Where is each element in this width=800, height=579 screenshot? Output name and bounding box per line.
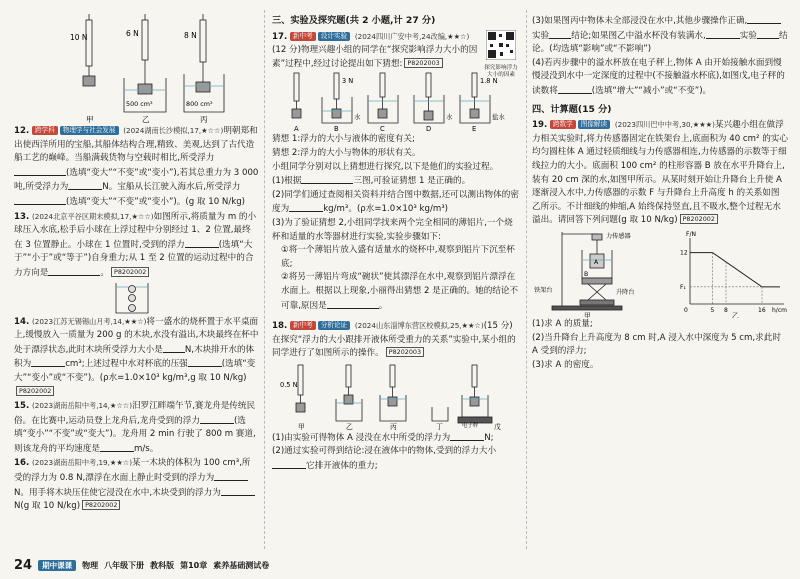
question-13: 13. (2024北京平谷区期末模拟,17,★☆☆)如图所示,将质量为 m 的小球压入水底,松手后小球在上浮过程中分别经过 1、2 位置,最终在 3 位置静止。小球在 1 位置时,受到的浮力 (选填“大于”“小于”或“等于”)自身重力;从 1 至 2 位置的运动过程中的合力方向是 。 P8202002 [14,211,257,278]
fig19-label-yi: 乙 [732,311,739,318]
hypothesis-1: 猜想 1:浮力的大小与液体的密度有关; [272,134,415,145]
label-10n: 10 N [70,33,88,42]
column-middle [272,14,520,474]
qr-caption: 探究影响浮力大小的因素 [484,65,518,79]
x-axis-label: h/cm [772,306,787,314]
q17-part2: (2)同学们通过查阅相关资料并结合图中数据,还可以测出物体的密度为 kg/m³。(ρ水=1.0×10³ kg/m³) [272,189,519,215]
label-yi: 乙 [142,115,150,124]
label-6n: 6 N [126,29,139,38]
force-1-8n: 1.8 N [480,77,498,86]
section-four-title: 四、计算题(15 分) [532,103,612,115]
brand-badge: 期中课课 [38,560,76,571]
q18-part1: (1)由实验可得物体 A 浸没在水中所受的浮力为 N; [272,432,494,443]
q19-part3: (3)求 A 的密度。 [532,359,599,370]
fig-label-d: D [426,125,432,134]
hypothesis-2: 猜想 2:浮力的大小与物体的形状有关。 [272,147,421,158]
label-vol-500: 500 cm³ [126,100,153,108]
fig18-label-jia: 甲 [298,422,305,431]
qr-code-icon [486,30,516,60]
fig-label-b: B [334,125,339,134]
question-17-stem: 17. 新中考 设计实验 (2024四川广安中考,24改编,★★☆)(12 分)物理兴趣小组的同学在“探究影响浮力大小的因素”过程中,经过讨论提出如下猜想: P8202003 [272,31,478,69]
label-8n: 8 N [184,31,197,40]
page-number: 24 [14,558,33,573]
q17-step1: ①将一个薄铝片放入盛有适量水的烧杯中,观察到铝片下沉至杯底; [281,245,515,269]
footer-subject: 物理 [82,561,99,570]
figure-q19 [532,228,788,318]
figure-spring-scales [14,14,259,124]
page-footer [14,558,269,573]
section-three-title: 三、实验及探究题(共 2 小题,计 27 分) [272,15,436,26]
force-0-5n: 0.5 N [280,380,298,389]
q18-part2: (2)通过实验可得到结论:浸在液体中的物体,受到的浮力大小它排开液体的重力; [272,446,497,472]
question-17 [272,30,520,79]
label-vol-800: 800 cm³ [186,100,213,108]
label-lift-table: 升降台 [616,288,635,296]
label-cylinder-a: A [594,258,599,266]
label-iron-stand: 铁架台 [534,286,553,294]
footer-test: 素养基础测试卷 [213,561,270,570]
column-left [14,14,259,514]
fig18-label-yi: 乙 [346,422,353,431]
fig18-label-ding: 丁 [436,422,443,431]
column-divider [264,10,265,549]
y-axis-label: F/N [686,230,696,238]
figure-q18-experiment [272,361,520,431]
label-force-sensor: 力传感器 [606,232,631,240]
question-15: 15. (2023湖南岳阳中考,14,★☆☆)汨罗江畔端午节,赛龙舟是传统民俗。在比赛中,运动员登上龙舟后,龙舟受到的浮力 (选填“变小”“不变”或“变大”)。龙舟用 2 min 行驶了 800 m 赛道,则该龙舟的平均速度是 m/s。 [14,401,256,454]
fig18-label-bing: 丙 [390,422,397,431]
question-14: 14. (2023江苏无锡锡山月考,14,★★☆)将一盛水的烧杯置于水平桌面上,缓慢放入一质量为 200 g 的木块,水没有溢出,木块最终在杯中处于漂浮状态,此时木块所受浮力大小是 N,木块排开水的体积为 cm³;上述过程中水对杯底的压强 (选填“变大”“变小”或“不变”)。(ρ水=1.0×10³ kg/m³,g 取 10 N/kg)P8202002 [14,316,259,395]
question-18: 18. 新中考 分析论证 (2024山东淄博东营区校模拟,25,★★☆)(15 分) 在探究“浮力的大小跟排开液体所受重力的关系”实验中,某小组的同学进行了如图所示的操作。 P8202003 [272,321,516,359]
fig-label-a: A [294,125,299,134]
fig18-label-wu: 戊 [494,422,501,431]
q17-part3: (3)为了验证猜想 2,小组同学找来两个完全相同的薄铝片,一个烧杯和适量的水等器材进行实验,实验步骤如下: [272,217,513,242]
y-tick-f1: F₁ [680,283,686,291]
question-19: 19. 跨数学 图像解读 (2023四川巴中中考,30,★★★)某兴趣小组在做浮力相关实验时,将力传感器固定在铁架台上,底面积为 40 cm² 的实心均匀圆柱体 A 通过轻质细线与力传感器相连,力传感器的示数等于细线拉力的大小。底面积 100 cm² 的柱形容器 B 放在水平升降台上,装有 20 cm 深的水,如图甲所示。从某时刻开始让升降台上升使 A 逐渐浸入水中,力传感器的示数 F 与升降台上升高度 h 的关系如图乙所示。不计细线的伸缩,A 始终保持竖直,且不吸水,整个过程无水溢出。请回答下列问题(g 取 10 N/kg) P8202002 [532,120,788,226]
force-curve [690,252,780,286]
label-container-b: B [584,270,589,278]
column-right [532,14,788,372]
figure-balls-beaker [14,281,259,315]
q18-part4: (4)若丙步骤中的溢水杯放在电子秤上,物体 A 由开始接触水面到慢慢浸没到水中一定深度的过程中(不接触溢水杯底),如图戊,电子秤的读数将 (选填“增大”“减小”或“不变”)。 [532,57,785,96]
q17-step2: ②将另一薄铝片弯成“碗状”使其漂浮在水中,观察到铝片漂浮在水面上。根据以上现象,小丽得出猜想 2 是正确的。她的结论不可靠,原因是 。 [281,272,519,311]
q19-part1: (1)求 A 的质量; [532,318,593,329]
x-tick-8: 8 [724,306,728,314]
x-tick-0: 0 [684,306,688,314]
liquid-brine: 盐水 [492,113,505,122]
label-bing: 丙 [200,115,208,124]
q18-part3: (3)如果图丙中物体未全部浸没在水中,其他步骤操作正确,实验 结论;如果图乙中溢水杯没有装满水, 实验 结论。(均选填“影响”或“不影响”) [532,16,788,55]
question-16: 16. (2023湖南岳阳中考,19,★★☆)某一木块的体积为 100 cm³,所受的浮力为 0.8 N,漂浮在水面上静止时受到的浮力为N。用手将木块压住使它浸没在水中,木块受到的浮力为N(g 取 10 N/kg) P8202002 [14,456,259,513]
x-tick-16: 16 [758,306,766,314]
x-tick-5: 5 [710,306,715,314]
figure-q17-experiment [272,71,520,133]
force-height-chart [680,231,787,314]
footer-edition: 教科版 [150,561,175,570]
force-3n: 3 N [342,77,354,86]
label-jia: 甲 [86,115,94,124]
q17-part1: (1)根据 三图,可验证猜想 1 是正确的。 [272,176,471,187]
liquid-water-2: 水 [446,113,453,122]
footer-chapter: 第10章 [180,561,208,570]
liquid-water-1: 水 [354,113,361,122]
fig-label-c: C [380,125,385,134]
electronic-scale-label: 电子秤 [462,422,479,429]
fig19-label-jia: 甲 [584,311,591,318]
fig-label-e: E [472,125,477,134]
spring-scale-diagram [14,14,259,124]
question-12: 12. 跨学科 物理学与社会发展 (2024湖南长沙模拟,17,★☆☆)明朝郑和出使西洋所用的宝船,其船体结构合理,精致、美观,达到了古代造船工艺的巅峰。当船满载货物与空载时相比,所受浮力(选填“变大”“不变”或“变小”),若其总重力为 3 000 吨,所受浮力为 N。宝船从长江驶入海水后,所受浮力(选填“变大”“不变”或“变小”)。(g 取 10 N/kg) [14,126,259,207]
q17-intro: 小组同学分别对以上猜想进行探究,以下是他们的实验过程。 [272,161,499,172]
footer-grade: 八年级下册 [104,561,145,570]
y-tick-12: 12 [680,249,688,257]
column-divider-2 [526,10,527,549]
q19-part2: (2)当升降台上升高度为 8 cm 时,A 浸入水中深度为 5 cm,求此时 A 受到的浮力; [532,332,781,357]
